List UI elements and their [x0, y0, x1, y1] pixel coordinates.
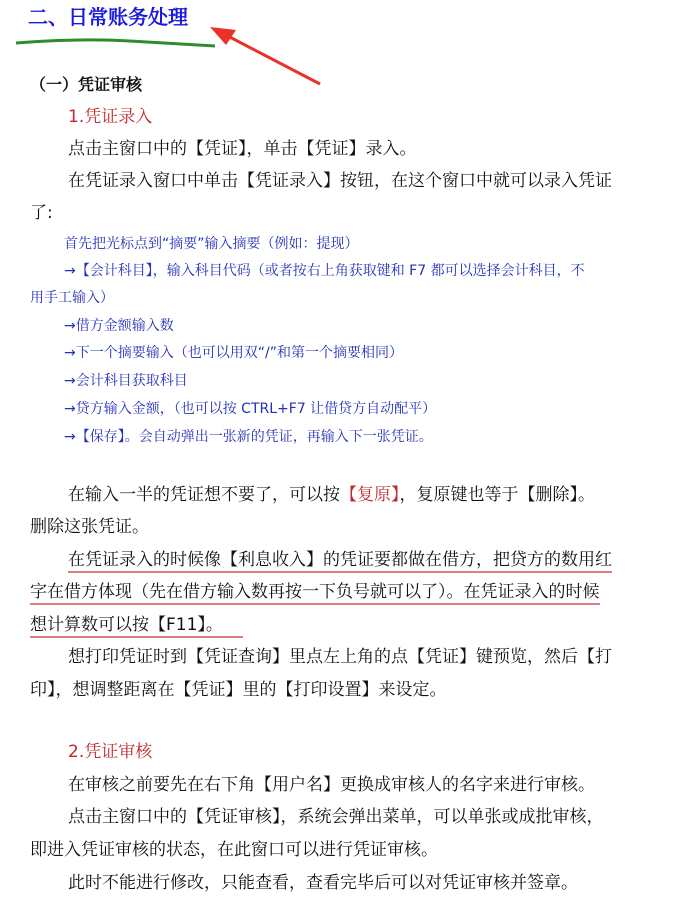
- step-item: 用手工输入）: [30, 290, 114, 306]
- paragraph: 了:: [30, 203, 53, 223]
- paragraph: 在凭证录入窗口中单击【凭证录入】按钮，在这个窗口中就可以录入凭证: [68, 171, 612, 191]
- step-item: →贷方输入金额，（也可以按 CTRL+F7 让借贷方自动配平）: [64, 401, 437, 417]
- paragraph: [68, 484, 595, 506]
- paragraph: 即进入凭证审核的状态，在此窗口可以进行凭证审核。: [30, 840, 438, 860]
- green-underline: [16, 40, 215, 46]
- arrow-head-icon: [210, 27, 236, 45]
- paragraph: 点击主窗口中的【凭证审核】，系统会弹出菜单，可以单张或成批审核，: [68, 807, 604, 827]
- step-item: →借方金额输入数: [64, 318, 174, 334]
- paragraph: 点击主窗口中的【凭证】，单击【凭证】录入。: [68, 139, 417, 159]
- step-item: →下一个摘要输入（也可以用双“/”和第一个摘要相同）: [64, 345, 403, 361]
- paragraph: 印】，想调整距离在【凭证】里的【打印设置】来设定。: [30, 680, 447, 700]
- paragraph: 此时不能进行修改，只能查看，查看完毕后可以对凭证审核并签章。: [68, 873, 578, 893]
- step-item: →【会计科目】，输入科目代码（或者按右上角获取键和 F7 都可以选择会计科目，不: [64, 263, 585, 279]
- paragraph: 删除这张凭证。: [30, 517, 149, 537]
- subheading-1: 1.凭证录入: [68, 107, 153, 127]
- arrow-line: [222, 33, 320, 84]
- underlined-paragraph: 在凭证录入的时候像【利息收入】的凭证要都做在借方，把贷方的数用红: [68, 549, 612, 573]
- paragraph: 在审核之前要先在右下角【用户名】更换成审核人的名字来进行审核。: [68, 775, 595, 795]
- step-item: →会计科目获取科目: [64, 373, 188, 389]
- underlined-paragraph: 字在借方体现（先在借方输入数再按一下负号就可以了）。在凭证录入的时候: [30, 581, 600, 605]
- step-item: →【保存】。会自动弹出一张新的凭证，再输入下一张凭证。: [64, 429, 433, 445]
- subheading-2: 2.凭证审核: [68, 742, 153, 762]
- page-title: 二、日常账务处理: [28, 5, 188, 29]
- text: ，复原键也等于【删除】。: [399, 485, 595, 505]
- highlight-text: 【复原】: [340, 485, 400, 505]
- step-item: 首先把光标点到“摘要”输入摘要（例如：提现）: [64, 236, 359, 252]
- text: 在输入一半的凭证想不要了，可以按: [68, 485, 340, 505]
- underlined-paragraph: 想计算数可以按【F11】。: [30, 614, 243, 638]
- paragraph: 想打印凭证时到【凭证查询】里点左上角的点【凭证】键预览，然后【打: [68, 647, 612, 667]
- section-heading: （一）凭证审核: [30, 75, 143, 94]
